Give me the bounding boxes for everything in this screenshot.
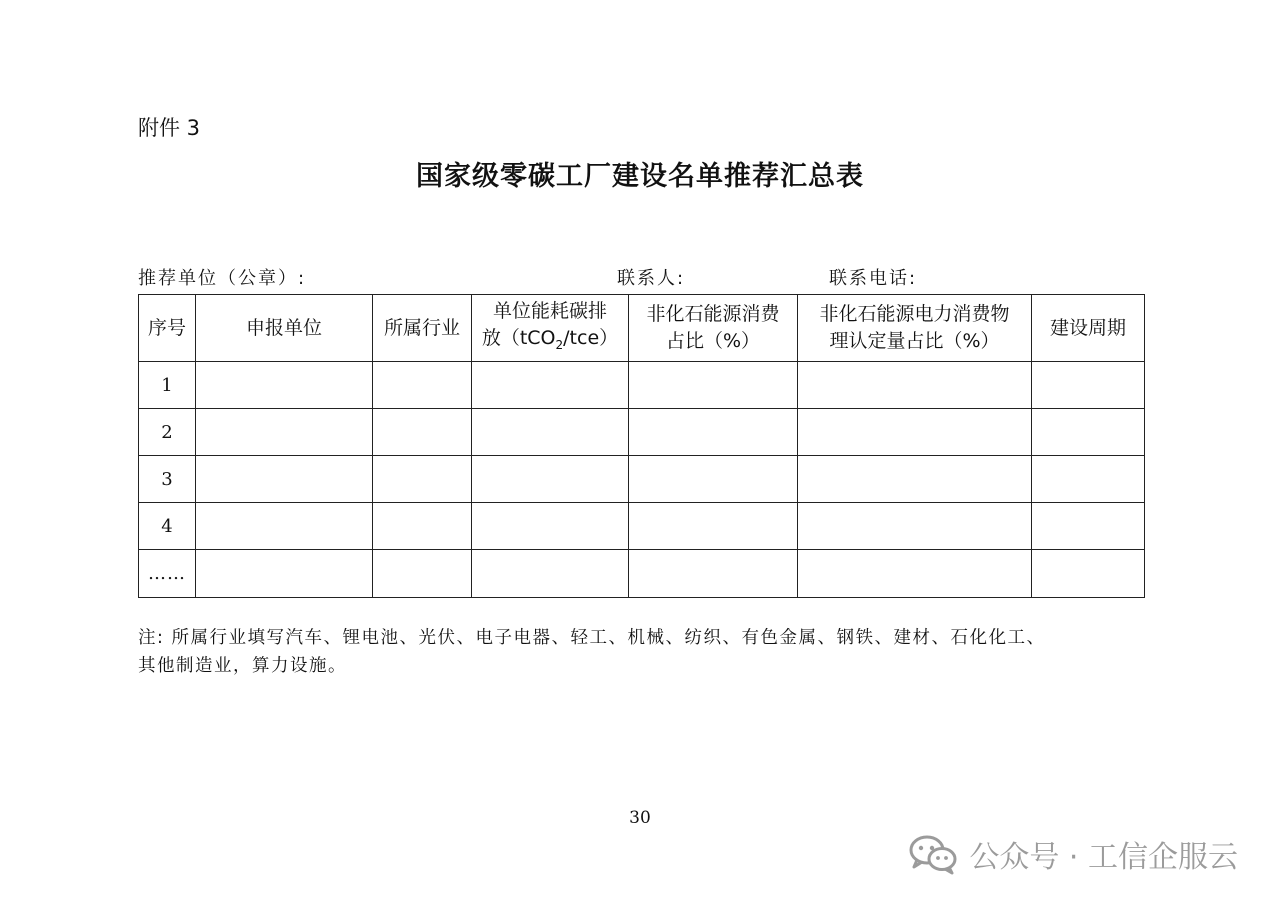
cell-applicant: [196, 362, 373, 409]
cell-industry: [373, 503, 472, 550]
summary-table: [138, 294, 1145, 598]
cell-carbon: [472, 503, 629, 550]
cell-nonfossil: [629, 503, 798, 550]
cell-period: [1032, 409, 1145, 456]
header-carbon-emission: [472, 295, 629, 362]
table-row: [139, 550, 1145, 598]
watermark-text: 公众号 · 工信企服云: [969, 840, 1238, 875]
row-seq: 3: [139, 456, 196, 503]
note-line-2: 其他制造业，算力设施。: [138, 656, 347, 676]
cell-applicant: [196, 409, 373, 456]
cell-nonfossil-power: [798, 409, 1032, 456]
table-header-row: [139, 295, 1145, 362]
cell-nonfossil-power: [798, 550, 1032, 598]
cell-period: [1032, 456, 1145, 503]
cell-applicant: [196, 550, 373, 598]
table-note: [138, 624, 1158, 680]
header-industry: 所属行业: [373, 295, 472, 362]
cell-carbon: [472, 409, 629, 456]
cell-industry: [373, 362, 472, 409]
cell-nonfossil-power: [798, 503, 1032, 550]
cell-nonfossil: [629, 456, 798, 503]
table-row: [139, 362, 1145, 409]
cell-carbon: [472, 362, 629, 409]
header-applicant: 申报单位: [196, 295, 373, 362]
header-carbon-subscript: 2: [555, 337, 564, 352]
row-seq: 4: [139, 503, 196, 550]
cell-nonfossil-power: [798, 456, 1032, 503]
cell-applicant: [196, 503, 373, 550]
row-seq: 1: [139, 362, 196, 409]
header-nonfossil-power-line1: 非化石能源电力消费物: [819, 303, 1010, 325]
annex-label: 附件 3: [138, 116, 201, 140]
cell-applicant: [196, 456, 373, 503]
cell-carbon: [472, 456, 629, 503]
header-nonfossil-line1: 非化石能源消费: [646, 303, 780, 325]
row-seq-ellipsis: ……: [139, 550, 196, 598]
header-carbon-line2-suffix: /tce）: [563, 326, 619, 349]
cell-period: [1032, 503, 1145, 550]
cell-nonfossil-power: [798, 362, 1032, 409]
header-nonfossil-power-line2: 理认定量占比（%）: [829, 330, 1000, 352]
header-nonfossil-line2: 占比（%）: [665, 330, 761, 352]
cell-nonfossil: [629, 362, 798, 409]
cell-industry: [373, 550, 472, 598]
wechat-icon: [907, 833, 959, 875]
cell-period: [1032, 362, 1145, 409]
header-carbon-line2-prefix: 放（tCO: [481, 326, 556, 349]
page-number: 30: [629, 808, 651, 828]
header-seq: 序号: [139, 295, 196, 362]
header-nonfossil-share: [629, 295, 798, 362]
contact-phone-label: 联系电话:: [829, 268, 918, 289]
recommending-unit-label: 推荐单位（公章）:: [138, 268, 307, 289]
table-row: [139, 409, 1145, 456]
cell-nonfossil: [629, 409, 798, 456]
contact-person-label: 联系人:: [617, 268, 686, 289]
header-carbon-line1: 单位能耗碳排: [492, 299, 607, 322]
table-row: [139, 503, 1145, 550]
note-line-1: 注: 所属行业填写汽车、锂电池、光伏、电子电器、轻工、机械、纺织、有色金属、钢铁、建材、石化化工、: [138, 628, 1046, 648]
cell-period: [1032, 550, 1145, 598]
cell-nonfossil: [629, 550, 798, 598]
document-title: 国家级零碳工厂建设名单推荐汇总表: [416, 161, 864, 192]
cell-industry: [373, 456, 472, 503]
watermark: [907, 832, 1238, 876]
table-row: [139, 456, 1145, 503]
cell-carbon: [472, 550, 629, 598]
cell-industry: [373, 409, 472, 456]
header-nonfossil-power-share: [798, 295, 1032, 362]
row-seq: 2: [139, 409, 196, 456]
header-period: 建设周期: [1032, 295, 1145, 362]
